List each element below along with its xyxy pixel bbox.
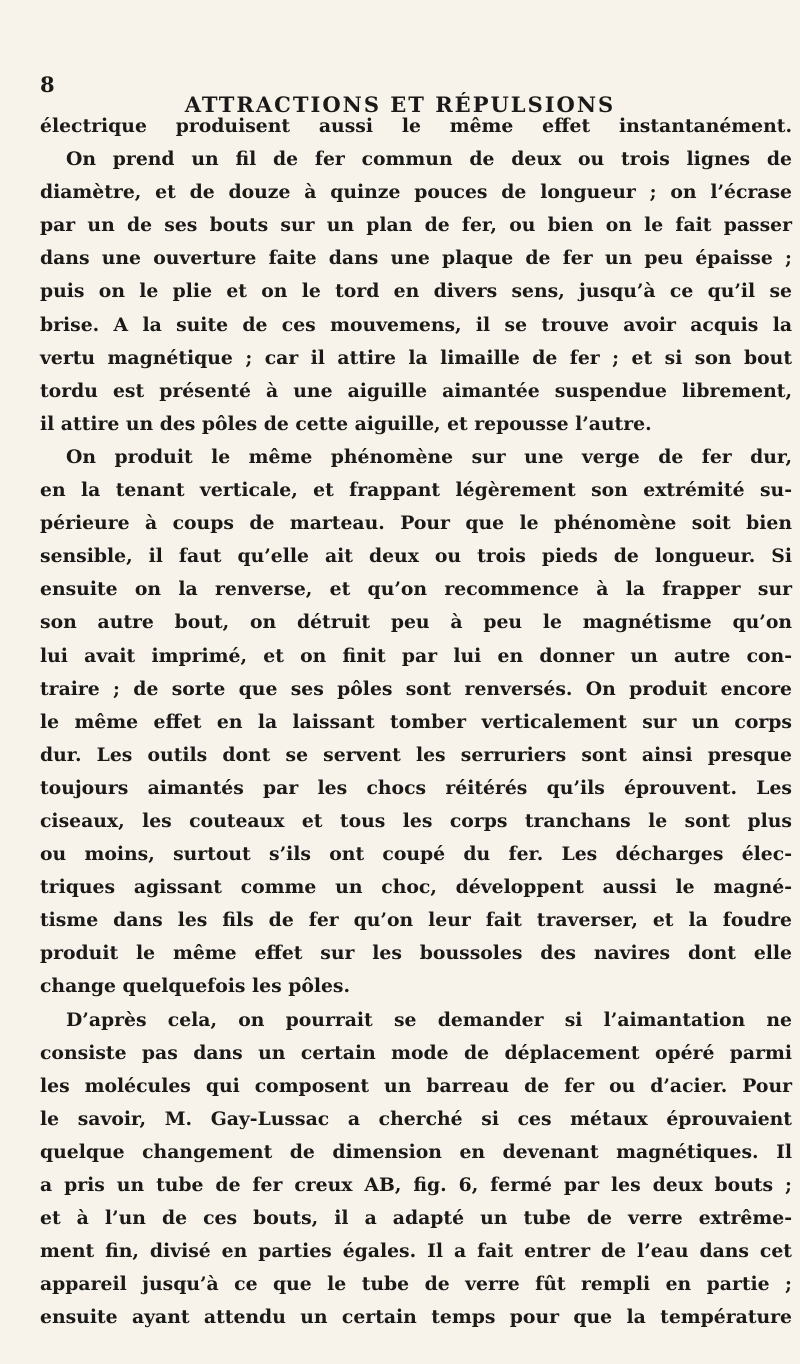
text-line: le savoir, M. Gay-Lussac a cherché si ces métaux éprouvaient xyxy=(40,1107,792,1130)
text-line: traire ; de sorte que ses pôles sont renversés. On produit encore xyxy=(40,677,792,700)
text-line: toujours aimantés par les chocs réitérés qu’ils éprouvent. Les xyxy=(40,776,792,799)
text-line: tisme dans les fils de fer qu’on leur fait traverser, et la foudre xyxy=(40,909,792,932)
text-line: ensuite on la renverse, et qu’on recommence à la frapper sur xyxy=(40,578,792,601)
text-line: puis on le plie et on le tord en divers sens, jusqu’à ce qu’il se xyxy=(40,280,792,303)
text-line: appareil jusqu’à ce que le tube de verre fût rempli en partie ; xyxy=(40,1273,792,1296)
text-line: vertu magnétique ; car il attire la limaille de fer ; et si son bout xyxy=(40,346,792,369)
text-line: On prend un fil de fer commun de deux ou trois lignes de xyxy=(66,148,792,171)
page-number: 8 xyxy=(40,72,55,97)
text-line: triques agissant comme un choc, développent aussi le magné- xyxy=(40,876,792,899)
text-line: par un de ses bouts sur un plan de fer, ou bien on le fait passer xyxy=(40,214,792,237)
text-line: et à l’un de ces bouts, il a adapté un tube de verre extrême- xyxy=(40,1207,792,1230)
text-line: On produit le même phénomène sur une verge de fer dur, xyxy=(66,445,792,468)
text-line: périeure à coups de marteau. Pour que le phénomène soit bien xyxy=(40,512,792,535)
text-line: en la tenant verticale, et frappant légèrement son extrémité su- xyxy=(40,479,792,502)
text-line: quelque changement de dimension en devenant magnétiques. Il xyxy=(40,1140,792,1163)
text-line: son autre bout, on détruit peu à peu le magnétisme qu’on xyxy=(40,611,792,634)
text-line: ensuite ayant attendu un certain temps pour que la température xyxy=(40,1306,792,1329)
text-line: consiste pas dans un certain mode de déplacement opéré parmi xyxy=(40,1041,792,1064)
text-line: lui avait imprimé, et on finit par lui en donner un autre con- xyxy=(40,644,792,667)
text-line: ou moins, surtout s’ils ont coupé du fer. Les décharges élec- xyxy=(40,843,792,866)
text-line: le même effet en la laissant tomber verticalement sur un corps xyxy=(40,710,792,733)
text-line: change quelquefois les pôles. xyxy=(40,975,351,998)
text-line: les molécules qui composent un barreau de fer ou d’acier. Pour xyxy=(40,1074,792,1097)
text-line: a pris un tube de fer creux AB, fig. 6, fermé par les deux bouts ; xyxy=(40,1174,792,1196)
text-line: tordu est présenté à une aiguille aimantée suspendue librement, xyxy=(40,379,792,402)
text-line: brise. A la suite de ces mouvemens, il se trouve avoir acquis la xyxy=(40,313,792,336)
text-line: électrique produisent aussi le même effet instantanément. xyxy=(40,115,792,137)
text-line: D’après cela, on pourrait se demander si l’aimantation ne xyxy=(66,1008,792,1031)
text-line: ment fin, divisé en parties égales. Il a fait entrer de l’eau dans cet xyxy=(40,1240,792,1263)
text-line: ciseaux, les couteaux et tous les corps tranchans le sont plus xyxy=(40,809,792,832)
body-text xyxy=(40,110,792,1334)
text-line: produit le même effet sur les boussoles des navires dont elle xyxy=(40,942,792,965)
running-head: ATTRACTIONS ET RÉPULSIONS xyxy=(184,92,616,117)
text-line: dur. Les outils dont se servent les serruriers sont ainsi presque xyxy=(40,743,792,766)
text-line: sensible, il faut qu’elle ait deux ou trois pieds de longueur. Si xyxy=(40,545,792,568)
text-line: il attire un des pôles de cette aiguille, et repousse l’autre. xyxy=(40,412,652,435)
text-line: dans une ouverture faite dans une plaque de fer un peu épaisse ; xyxy=(40,247,792,270)
text-line: diamètre, et de douze à quinze pouces de longueur ; on l’écrase xyxy=(40,181,792,204)
